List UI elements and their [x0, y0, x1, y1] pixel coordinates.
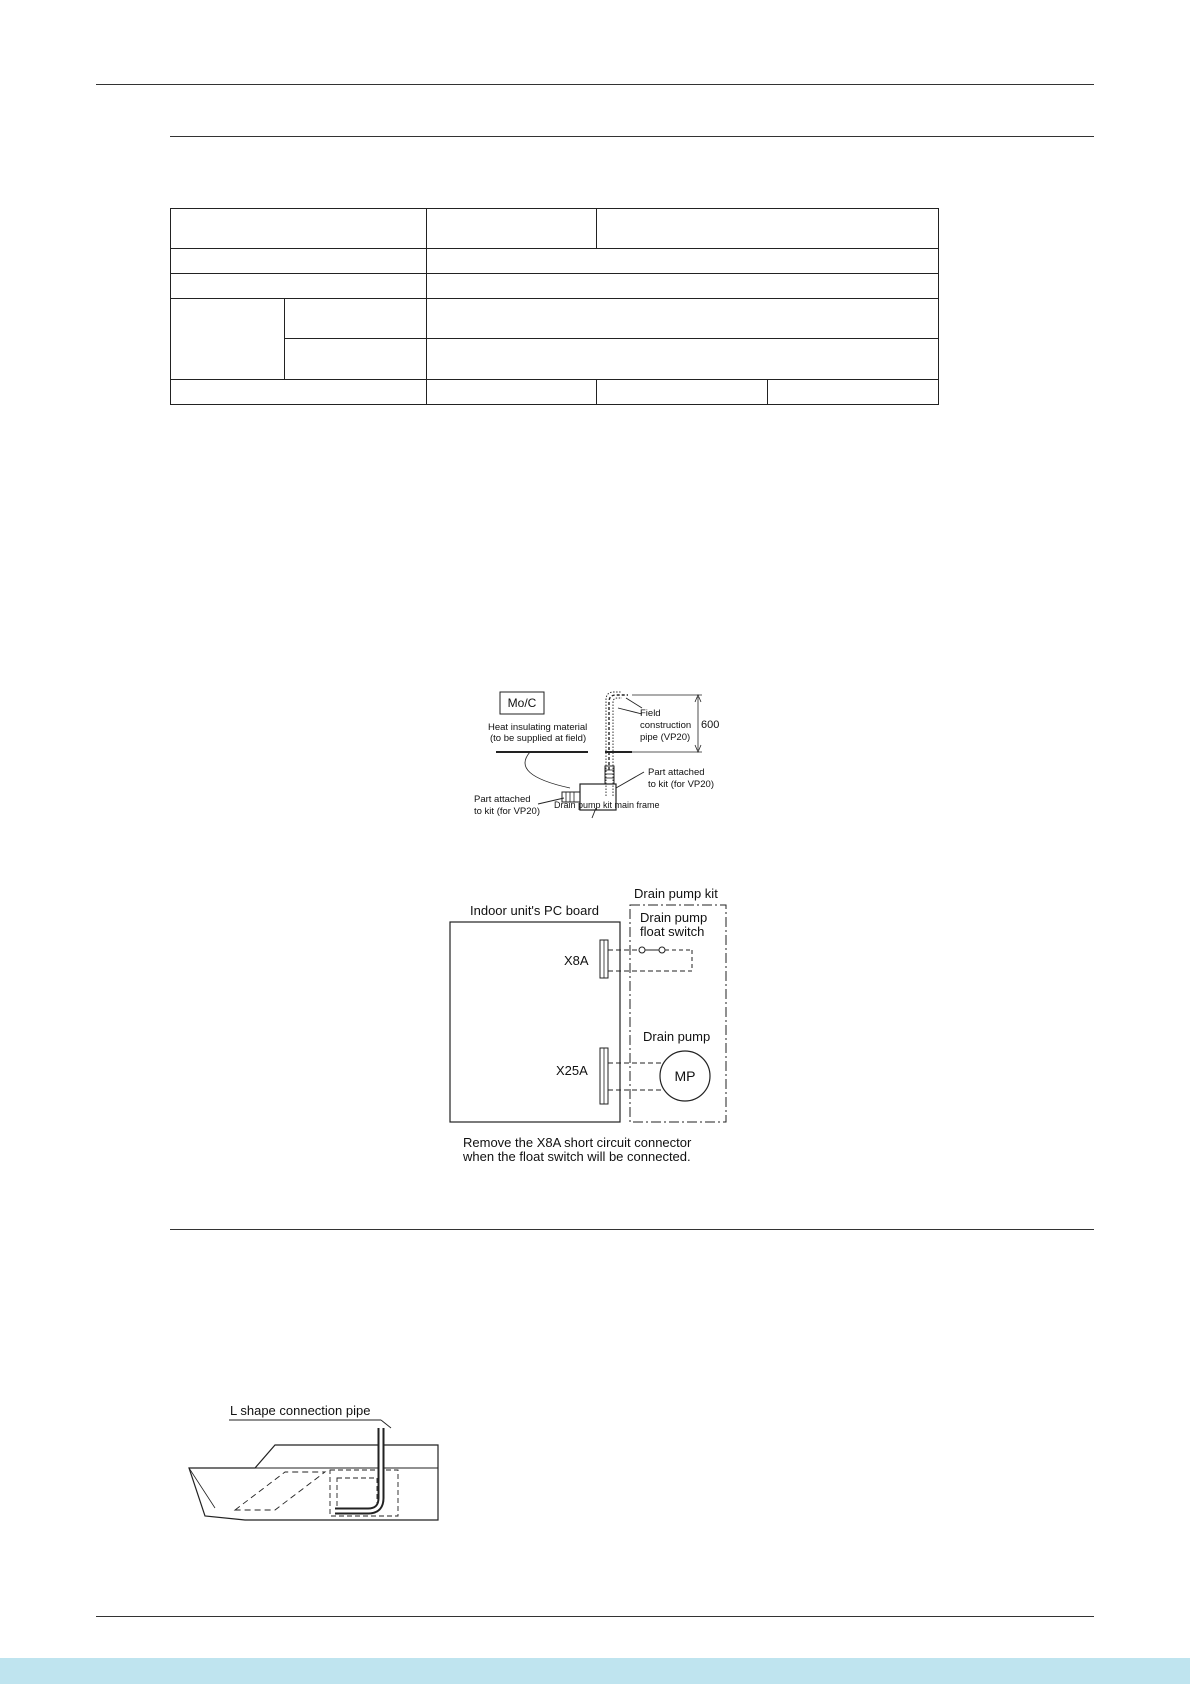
field-arrow-2 [618, 708, 642, 714]
heat-insulating-label-1: Heat insulating material [488, 722, 588, 733]
connector-x25a-label: X25A [556, 1063, 588, 1078]
spec-table [170, 208, 939, 405]
part-right-label-2: to kit (for VP20) [648, 779, 714, 790]
heat-insulating-label-2: (to be supplied at field) [490, 733, 587, 744]
section-rule-1 [170, 136, 1094, 137]
field-label-3: pipe (VP20) [640, 732, 691, 743]
drain-pump-wiring-diagram [440, 880, 750, 1170]
table-cell [597, 380, 768, 405]
table-row [171, 339, 939, 380]
pc-board-label: Indoor unit's PC board [470, 903, 599, 918]
field-arrow-1 [626, 698, 642, 708]
pc-board [450, 922, 620, 1122]
l-shape-pipe [335, 1428, 381, 1511]
hidden-pump-box [337, 1478, 377, 1512]
table-cell [427, 339, 939, 380]
footer-rule [96, 1616, 1094, 1617]
footer-band [0, 1658, 1190, 1684]
table-cell [285, 299, 427, 339]
insulation-leader [525, 752, 570, 788]
part-right-label-1: Part attached [648, 767, 705, 778]
table-cell [171, 249, 427, 274]
l-shape-pipe-label: L shape connection pipe [230, 1403, 371, 1418]
table-cell [427, 209, 597, 249]
section-rule-2 [170, 1229, 1094, 1230]
motor-label: MP [674, 1068, 696, 1084]
note-line-2: when the float switch will be connected. [463, 1149, 691, 1164]
part-left-label-2: to kit (for VP20) [474, 806, 540, 817]
note-line-1: Remove the X8A short circuit connector [463, 1135, 692, 1150]
table-row [171, 249, 939, 274]
table-row [171, 380, 939, 405]
table-cell [171, 380, 427, 405]
float-switch-label-1: Drain pump [640, 910, 708, 925]
table-cell [597, 209, 939, 249]
table-cell [768, 380, 939, 405]
l-shape-pipe-inner [335, 1428, 381, 1511]
main-frame-label: Drain pump kit main frame [554, 800, 660, 810]
header-rule [96, 84, 1094, 85]
table-cell [427, 274, 939, 299]
field-label-2: construction [640, 720, 692, 731]
part-right-arrow [616, 772, 644, 788]
drain-pump-kit-label: Drain pump kit [634, 886, 718, 901]
unit-front-edge [189, 1468, 215, 1508]
drain-pump-installation-diagram [470, 680, 730, 830]
l-shape-pipe-diagram [185, 1398, 450, 1528]
float-switch-label-2: float switch [640, 924, 705, 939]
drain-pump-label: Drain pump [643, 1029, 711, 1044]
table-cell [427, 299, 939, 339]
table-cell [171, 274, 427, 299]
float-switch-contact-2 [659, 947, 665, 953]
label-leader [381, 1420, 391, 1428]
part-left-label-1: Part attached [474, 794, 531, 805]
table-cell [285, 339, 427, 380]
connector-x8a-label: X8A [564, 953, 589, 968]
table-cell [427, 249, 939, 274]
field-pipe [609, 695, 628, 770]
float-switch-contact-1 [639, 947, 645, 953]
table-row [171, 274, 939, 299]
hidden-panel-left [235, 1472, 325, 1510]
table-cell [427, 380, 597, 405]
moc-label: Mo/C [507, 696, 537, 710]
dimension-value: 600 [701, 719, 720, 731]
table-cell [171, 209, 427, 249]
unit-body-outline [189, 1445, 438, 1520]
table-cell [171, 299, 285, 380]
table-row [171, 299, 939, 339]
field-label-1: Field [640, 708, 661, 719]
table-row [171, 209, 939, 249]
